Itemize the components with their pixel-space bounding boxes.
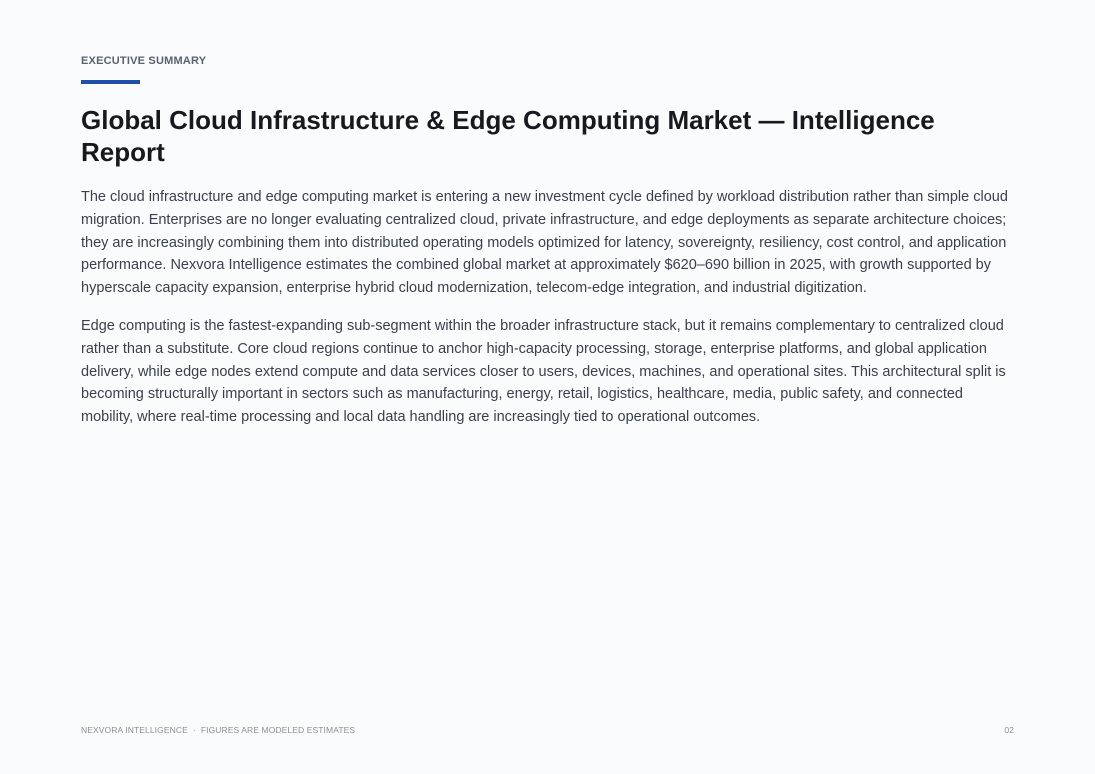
page-footer	[81, 725, 1014, 735]
summary-body	[81, 186, 1016, 444]
page-title: Global Cloud Infrastructure & Edge Computing Market — Intelligence Report	[81, 105, 935, 167]
footer-brand: NEXVORA INTELLIGENCE	[81, 725, 188, 735]
report-page	[81, 0, 1021, 774]
footer-left	[81, 725, 355, 735]
page-number: 02	[1004, 725, 1014, 735]
footer-note: FIGURES ARE MODELED ESTIMATES	[200, 725, 356, 735]
summary-paragraph-2: Edge computing is the fastest-expanding sub-segment within the broader infrastructure stack, but it remains complementary to centralized cloud rather than a substitute. Core cloud regions continue to anchor high-capacity processing, storage, enterprise platforms, and global application delivery, while edge nodes extend compute and data services closer to users, devices, machines, and operational sites. This architectural split is becoming structurally important in sectors such as manufacturing, energy, retail, logistics, healthcare, media, public safety, and connected mobility, where real-time processing and local data handling are increasingly tied to operational outcomes.	[81, 317, 1006, 426]
section-eyebrow: EXECUTIVE SUMMARY	[81, 55, 207, 67]
footer-separator: ·	[192, 725, 196, 735]
summary-paragraph-1: The cloud infrastructure and edge computing market is entering a new investment cycle defined by workload distribution rather than simple cloud migration. Enterprises are no longer evaluating centralized cloud, private infrastructure, and edge deployments as separate architecture choices; they are increasingly combining them into distributed operating models optimized for latency, sovereignty, resiliency, cost control, and application performance. Nexvora Intelligence estimates the combined global market at approximately $620–690 billion in 2025, with growth supported by hyperscale capacity expansion, enterprise hybrid cloud modernization, telecom-edge integration, and industrial digitization.	[81, 189, 1008, 297]
accent-rule	[81, 80, 140, 84]
